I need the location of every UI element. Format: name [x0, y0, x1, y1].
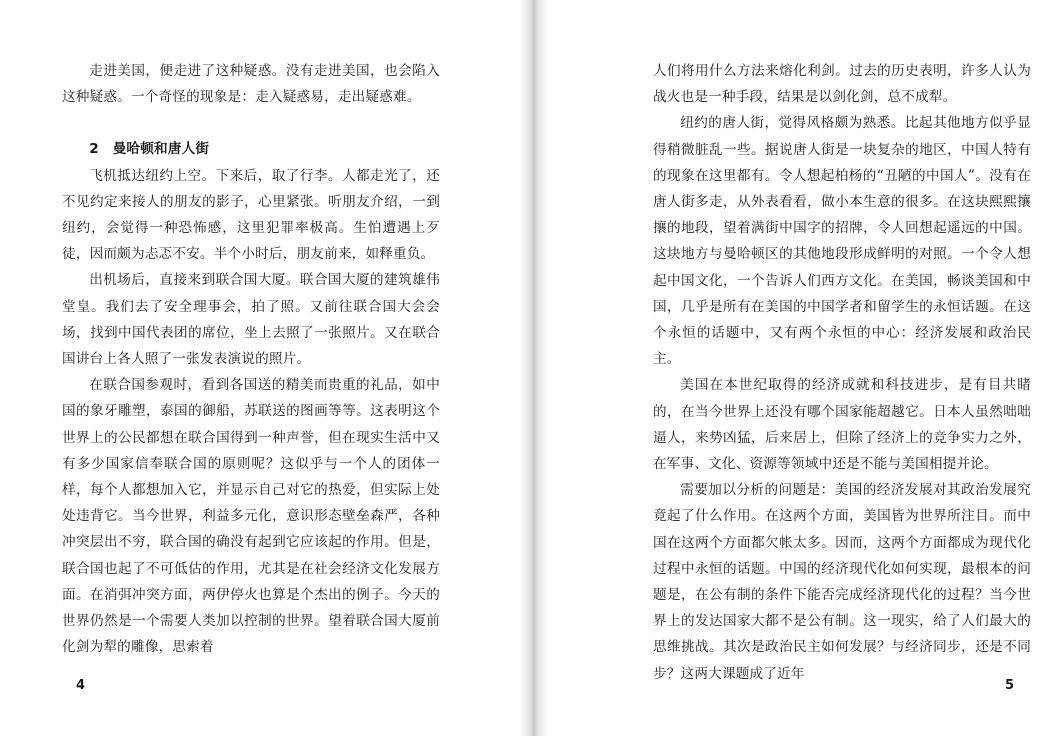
- right-page-text: [653, 58, 1031, 687]
- right-paragraph-3: 美国在本世纪取得的经济成就和科技进步，是有目共睹的，在当今世界上还没有哪个国家能超越它。日本人虽然咄咄逼人，来势凶猛，后来居上，但除了经济上的竞争实力之外，在军事、文化、资源等领域中还是不能与美国相提并论。: [653, 377, 1031, 473]
- left-paragraph-1: 走进美国，便走进了这种疑惑。没有走进美国，也会陷入这种疑惑。一个奇怪的现象是：走入疑惑易，走出疑惑难。: [62, 63, 440, 106]
- right-page-number: 5: [1005, 678, 1015, 693]
- right-page: [523, 0, 1046, 736]
- left-page-number: 4: [76, 678, 86, 693]
- book-gutter: [520, 0, 548, 736]
- right-paragraph-2: 纽约的唐人街，觉得风格颇为熟悉。比起其他地方似乎显得稍微脏乱一些。据说唐人街是一块复杂的地区，中国人特有的现象在这里都有。令人想起柏杨的“丑陋的中国人”。没有在唐人街多走，从外表看看，做小本生意的很多。在这块熙熙攘攘的地段，望着满街中国字的招牌，令人回想起遥远的中国。这块地方与曼哈顿区的其他地段形成鲜明的对照。一个令人想起中国文化，一个告诉人们西方文化。在美国，畅谈美国和中国，几乎是所有在美国的中国学者和留学生的永恒话题。在这个永恒的话题中，又有两个永恒的中心：经济发展和政治民主。: [653, 115, 1031, 368]
- left-page-text: [62, 58, 440, 660]
- right-paragraph-4: 需要加以分析的问题是：美国的经济发展对其政治发展究竟起了什么作用。在这两个方面，美国皆为世界所注目。而中国在这两个方面都欠帐太多。因而，这两个方面都成为现代化过程中永恒的话题。中国的经济现代化如何实现，最根本的问题是，在公有制的条件下能否完成经济现代化的过程？当今世界上的发达国家大都不是公有制。这一现实，给了人们最大的思维挑战。其次是政治民主如何发展？与经济同步，还是不同步？这两大课题成了近年: [653, 482, 1031, 682]
- left-paragraph-2: 飞机抵达纽约上空。下来后，取了行李。人都走光了，还不见约定来接人的朋友的影子，心里紧张。听朋友介绍，一到纽约，会觉得一种恐怖感，这里犯罪率极高。生怕遭遇上歹徒，因而颇为忐忑不安。半个小时后，朋友前来，如释重负。: [62, 167, 440, 263]
- right-paragraph-1: 人们将用什么方法来熔化利剑。过去的历史表明，许多人认为战火也是一种手段，结果是以剑化剑，总不成犁。: [653, 63, 1031, 106]
- left-paragraph-4: 在联合国参观时，看到各国送的精美而贵重的礼品，如中国的象牙雕塑，泰国的御船，苏联送的图画等等。这表明这个世界上的公民都想在联合国得到一种声誉，但在现实生活中又有多少国家信奉联合国的原则呢？这似乎与一个人的团体一样，每个人都想加入它，并显示自己对它的热爱，但实际上处处违背它。当今世界，利益多元化，意识形态壁垒森严，各种冲突层出不穷，联合国的确没有起到它应该起的作用。但是，联合国也起了不可低估的作用，尤其是在社会经济文化发展方面。在消弭冲突方面，两伊停火也算是个杰出的例子。今天的世界仍然是一个需要人类加以控制的世界。望着联合国大厦前化剑为犁的雕像，思索着: [62, 377, 440, 656]
- left-paragraph-3: 出机场后，直接来到联合国大厦。联合国大厦的建筑雄伟堂皇。我们去了安全理事会，拍了照。又前往联合国大会会场，找到中国代表团的席位，坐上去照了一张照片。又在联合国讲台上各人照了一张发表演说的照片。: [62, 272, 440, 368]
- section-title: 2 曼哈顿和唐人街: [89, 141, 210, 158]
